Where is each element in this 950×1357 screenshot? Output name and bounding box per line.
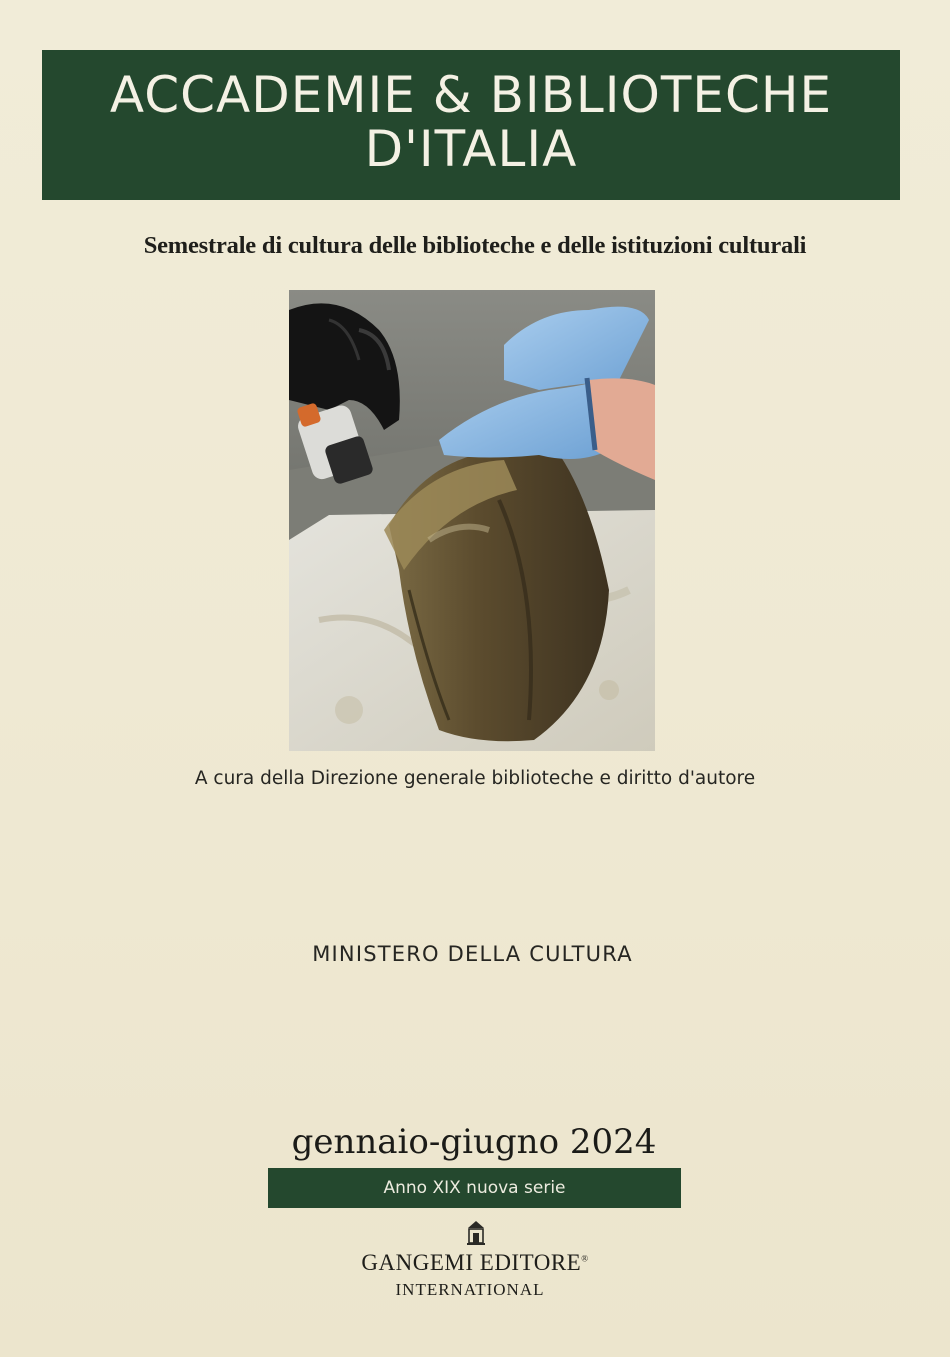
series-label: Anno XIX nuova serie [383, 1178, 566, 1198]
journal-subtitle: Semestrale di cultura delle biblioteche e delle istituzioni culturali [143, 232, 807, 259]
cover-photo [289, 290, 655, 751]
title-band [42, 50, 900, 200]
journal-title-line-1: ACCADEMIE & BIBLIOTECHE [109, 66, 833, 124]
issue-date: gennaio-giugno 2024 [291, 1122, 657, 1162]
ministry-name: MINISTERO DELLA CULTURA [312, 942, 633, 966]
curator-credit: A cura della Direzione generale biblioteche e diritto d'autore [194, 768, 756, 789]
series-band [268, 1168, 681, 1208]
publisher-logo-icon [467, 1220, 485, 1246]
publisher-subline: INTERNATIONAL [395, 1280, 545, 1299]
publisher-name-text: GANGEMI EDITORE [361, 1250, 582, 1275]
registered-mark: ® [581, 1253, 589, 1264]
journal-title-line-2: D'ITALIA [364, 120, 578, 178]
publisher-name [0, 1250, 950, 1276]
